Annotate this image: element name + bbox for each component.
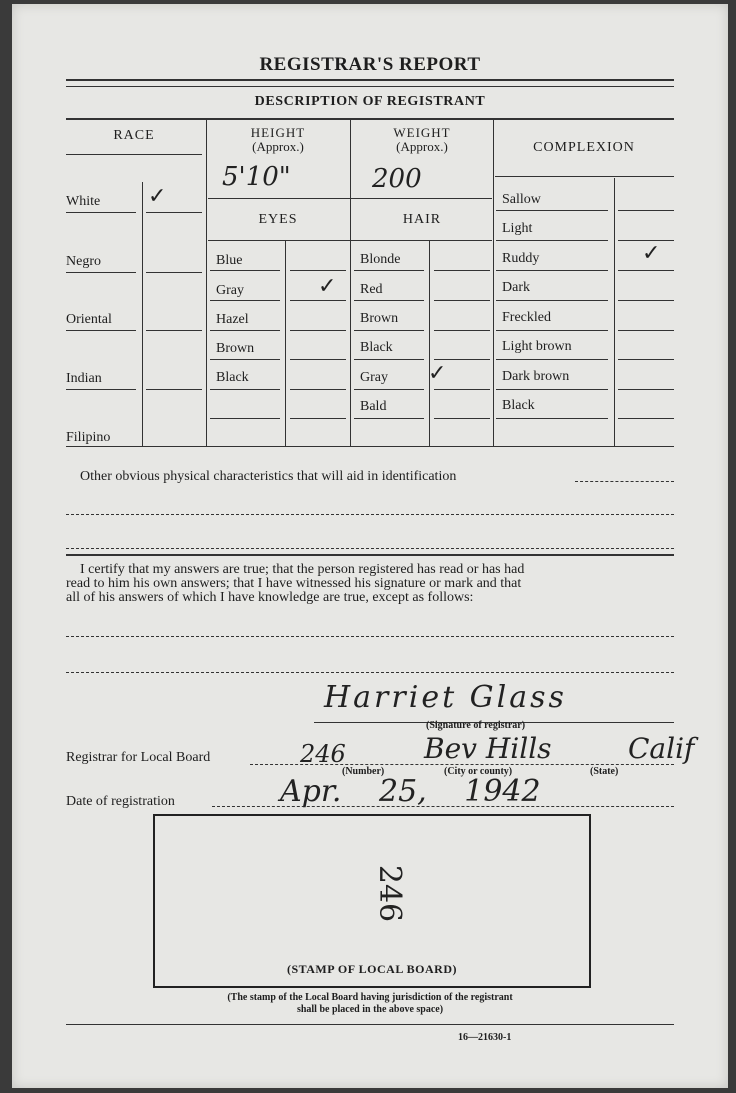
hair-rule-2b — [434, 300, 490, 301]
weight-header — [352, 126, 492, 154]
eyes-rule-4b — [290, 359, 346, 360]
complexion-rule-3a — [496, 270, 608, 271]
race-rule-2b — [146, 272, 202, 273]
signature-caption: (Signature of registrar) — [426, 720, 526, 731]
eyes-label: Hazel — [216, 312, 249, 327]
complexion-label: Freckled — [502, 310, 551, 325]
race-check-col — [142, 182, 143, 446]
stamp-number: 246 — [372, 864, 408, 923]
eyes-rule-5b — [290, 389, 346, 390]
hair-rule-3b — [434, 330, 490, 331]
complexion-rule-5a — [496, 330, 608, 331]
height-label: HEIGHT — [250, 125, 306, 140]
complexion-label: Light brown — [502, 339, 572, 354]
col-divider-weight — [493, 120, 494, 446]
hair-rule-4a — [354, 359, 424, 360]
eyes-label: Brown — [216, 341, 255, 356]
hair-label: Gray — [360, 370, 388, 385]
registrar-signature: Harriet Glass — [324, 680, 567, 715]
race-label: Negro — [66, 254, 101, 269]
hair-rule-1a — [354, 270, 424, 271]
local-board-state: Calif — [628, 732, 695, 765]
other-characteristics-line-1 — [575, 481, 674, 482]
title-rule-thin — [66, 86, 674, 87]
eyes-rule-1b — [290, 270, 346, 271]
stamp-box — [153, 814, 591, 988]
complexion-label: Dark — [502, 280, 530, 295]
race-checkmark: ✓ — [148, 184, 167, 209]
certification-text — [66, 563, 524, 605]
complexion-header-rule — [495, 176, 674, 177]
race-rule-1a — [66, 212, 136, 213]
eyes-rule-3b — [290, 330, 346, 331]
eyes-rule-2a — [210, 300, 280, 301]
stamp-note-line: (The stamp of the Local Board having jurisdiction of the registrant — [227, 992, 513, 1003]
complexion-header: COMPLEXION — [533, 140, 635, 155]
other-characteristics-label: Other obvious physical characteristics that will aid in identification — [80, 469, 457, 484]
hair-checkmark: ✓ — [428, 361, 447, 386]
complexion-rule-4a — [496, 300, 608, 301]
complexion-rule-8b — [618, 418, 674, 419]
race-label: Oriental — [66, 312, 112, 327]
page-title: REGISTRAR'S REPORT — [259, 54, 481, 75]
eyes-rule-1a — [210, 270, 280, 271]
race-rule-4b — [146, 389, 202, 390]
section-title: DESCRIPTION OF REGISTRANT — [254, 94, 486, 109]
height-approx: (Approx.) — [252, 139, 304, 154]
eyes-label: Blue — [216, 253, 243, 268]
complexion-label: Sallow — [502, 192, 541, 207]
complexion-label: Dark brown — [502, 369, 570, 384]
eyes-rule-3a — [210, 330, 280, 331]
date-value: Apr. 25, 1942 — [280, 774, 541, 809]
height-value: 5'10" — [222, 162, 291, 192]
race-rule-1b — [146, 212, 202, 213]
complexion-checkmark: ✓ — [642, 241, 661, 266]
hair-header: HAIR — [402, 212, 442, 227]
date-label: Date of registration — [66, 794, 175, 809]
eyes-rule-4a — [210, 359, 280, 360]
eyes-checkmark: ✓ — [318, 274, 337, 299]
hair-rule-6b — [434, 418, 490, 419]
race-rule-3b — [146, 330, 202, 331]
hair-rule-4b — [434, 359, 490, 360]
complexion-rule-6b — [618, 359, 674, 360]
col-divider-height — [350, 120, 351, 446]
measure-rule — [208, 198, 492, 199]
eyes-rule-2b — [290, 300, 346, 301]
weight-value: 200 — [372, 164, 422, 194]
complexion-rule-3b — [618, 270, 674, 271]
complexion-rule-8a — [496, 418, 608, 419]
stamp-note — [12, 992, 728, 1016]
complexion-rule-7a — [496, 389, 608, 390]
title-rule — [66, 79, 674, 81]
eyes-hair-header-rule — [208, 240, 492, 241]
stamp-label: (STAMP OF LOCAL BOARD) — [286, 962, 457, 976]
hair-rule-6a — [354, 418, 424, 419]
number-caption: (Number) — [342, 766, 385, 777]
complexion-label: Ruddy — [502, 251, 540, 266]
hair-rule-5a — [354, 389, 424, 390]
race-rule-3a — [66, 330, 136, 331]
form-number: 16—21630-1 — [458, 1032, 512, 1043]
race-rule-2a — [66, 272, 136, 273]
hair-label: Red — [360, 282, 383, 297]
race-header-rule — [66, 154, 202, 155]
other-characteristics-line-2 — [66, 514, 674, 515]
hair-label: Blonde — [360, 252, 401, 267]
complexion-rule-5b — [618, 330, 674, 331]
local-board-city: Bev Hills — [424, 732, 552, 765]
stamp-note-line: shall be placed in the above space) — [296, 1004, 444, 1015]
table-bottom-rule — [66, 446, 674, 447]
complexion-rule-1b — [618, 210, 674, 211]
other-characteristics-line-3 — [66, 548, 674, 549]
complexion-rule-6a — [496, 359, 608, 360]
exceptions-line-2 — [66, 672, 674, 673]
col-divider-race — [206, 120, 207, 446]
exceptions-line-1 — [66, 636, 674, 637]
eyes-label: Gray — [216, 283, 244, 298]
hair-label: Black — [360, 340, 393, 355]
eyes-rule-6b — [290, 418, 346, 419]
eyes-rule-5a — [210, 389, 280, 390]
height-header — [208, 126, 348, 154]
race-label: Indian — [66, 371, 102, 386]
eyes-header: EYES — [258, 212, 298, 227]
complexion-label: Light — [502, 221, 533, 236]
weight-approx: (Approx.) — [396, 139, 448, 154]
weight-label: WEIGHT — [393, 125, 451, 140]
local-board-number: 246 — [300, 740, 346, 768]
complexion-rule-2a — [496, 240, 608, 241]
complexion-rule-4b — [618, 300, 674, 301]
eyes-rule-6a — [210, 418, 280, 419]
hair-label: Brown — [360, 311, 399, 326]
local-board-label: Registrar for Local Board — [66, 750, 211, 765]
state-caption: (State) — [590, 766, 619, 777]
complexion-rule-7b — [618, 389, 674, 390]
registration-card — [12, 4, 728, 1088]
hair-rule-5b — [434, 389, 490, 390]
hair-rule-1b — [434, 270, 490, 271]
section-rule-2 — [66, 554, 674, 556]
race-rule-4a — [66, 389, 136, 390]
race-label: White — [66, 194, 101, 209]
complexion-rule-1a — [496, 210, 608, 211]
certification-line: I certify that my answers are true; that the person registered has read or has had — [80, 562, 525, 577]
hair-label: Bald — [360, 399, 387, 414]
hair-rule-2a — [354, 300, 424, 301]
eyes-check-col — [285, 240, 286, 446]
section-rule — [66, 118, 674, 120]
certification-line: read to him his own answers; that I have witnessed his signature or mark and that — [66, 576, 522, 591]
eyes-label: Black — [216, 370, 249, 385]
certification-line: all of his answers of which I have knowledge are true, except as follows: — [66, 590, 474, 605]
hair-check-col — [429, 240, 430, 446]
city-caption: (City or county) — [444, 766, 513, 777]
hair-rule-3a — [354, 330, 424, 331]
footer-rule — [66, 1024, 674, 1025]
complexion-label: Black — [502, 398, 535, 413]
complexion-check-col — [614, 178, 615, 446]
race-label: Filipino — [66, 430, 111, 445]
race-header: RACE — [113, 128, 155, 143]
